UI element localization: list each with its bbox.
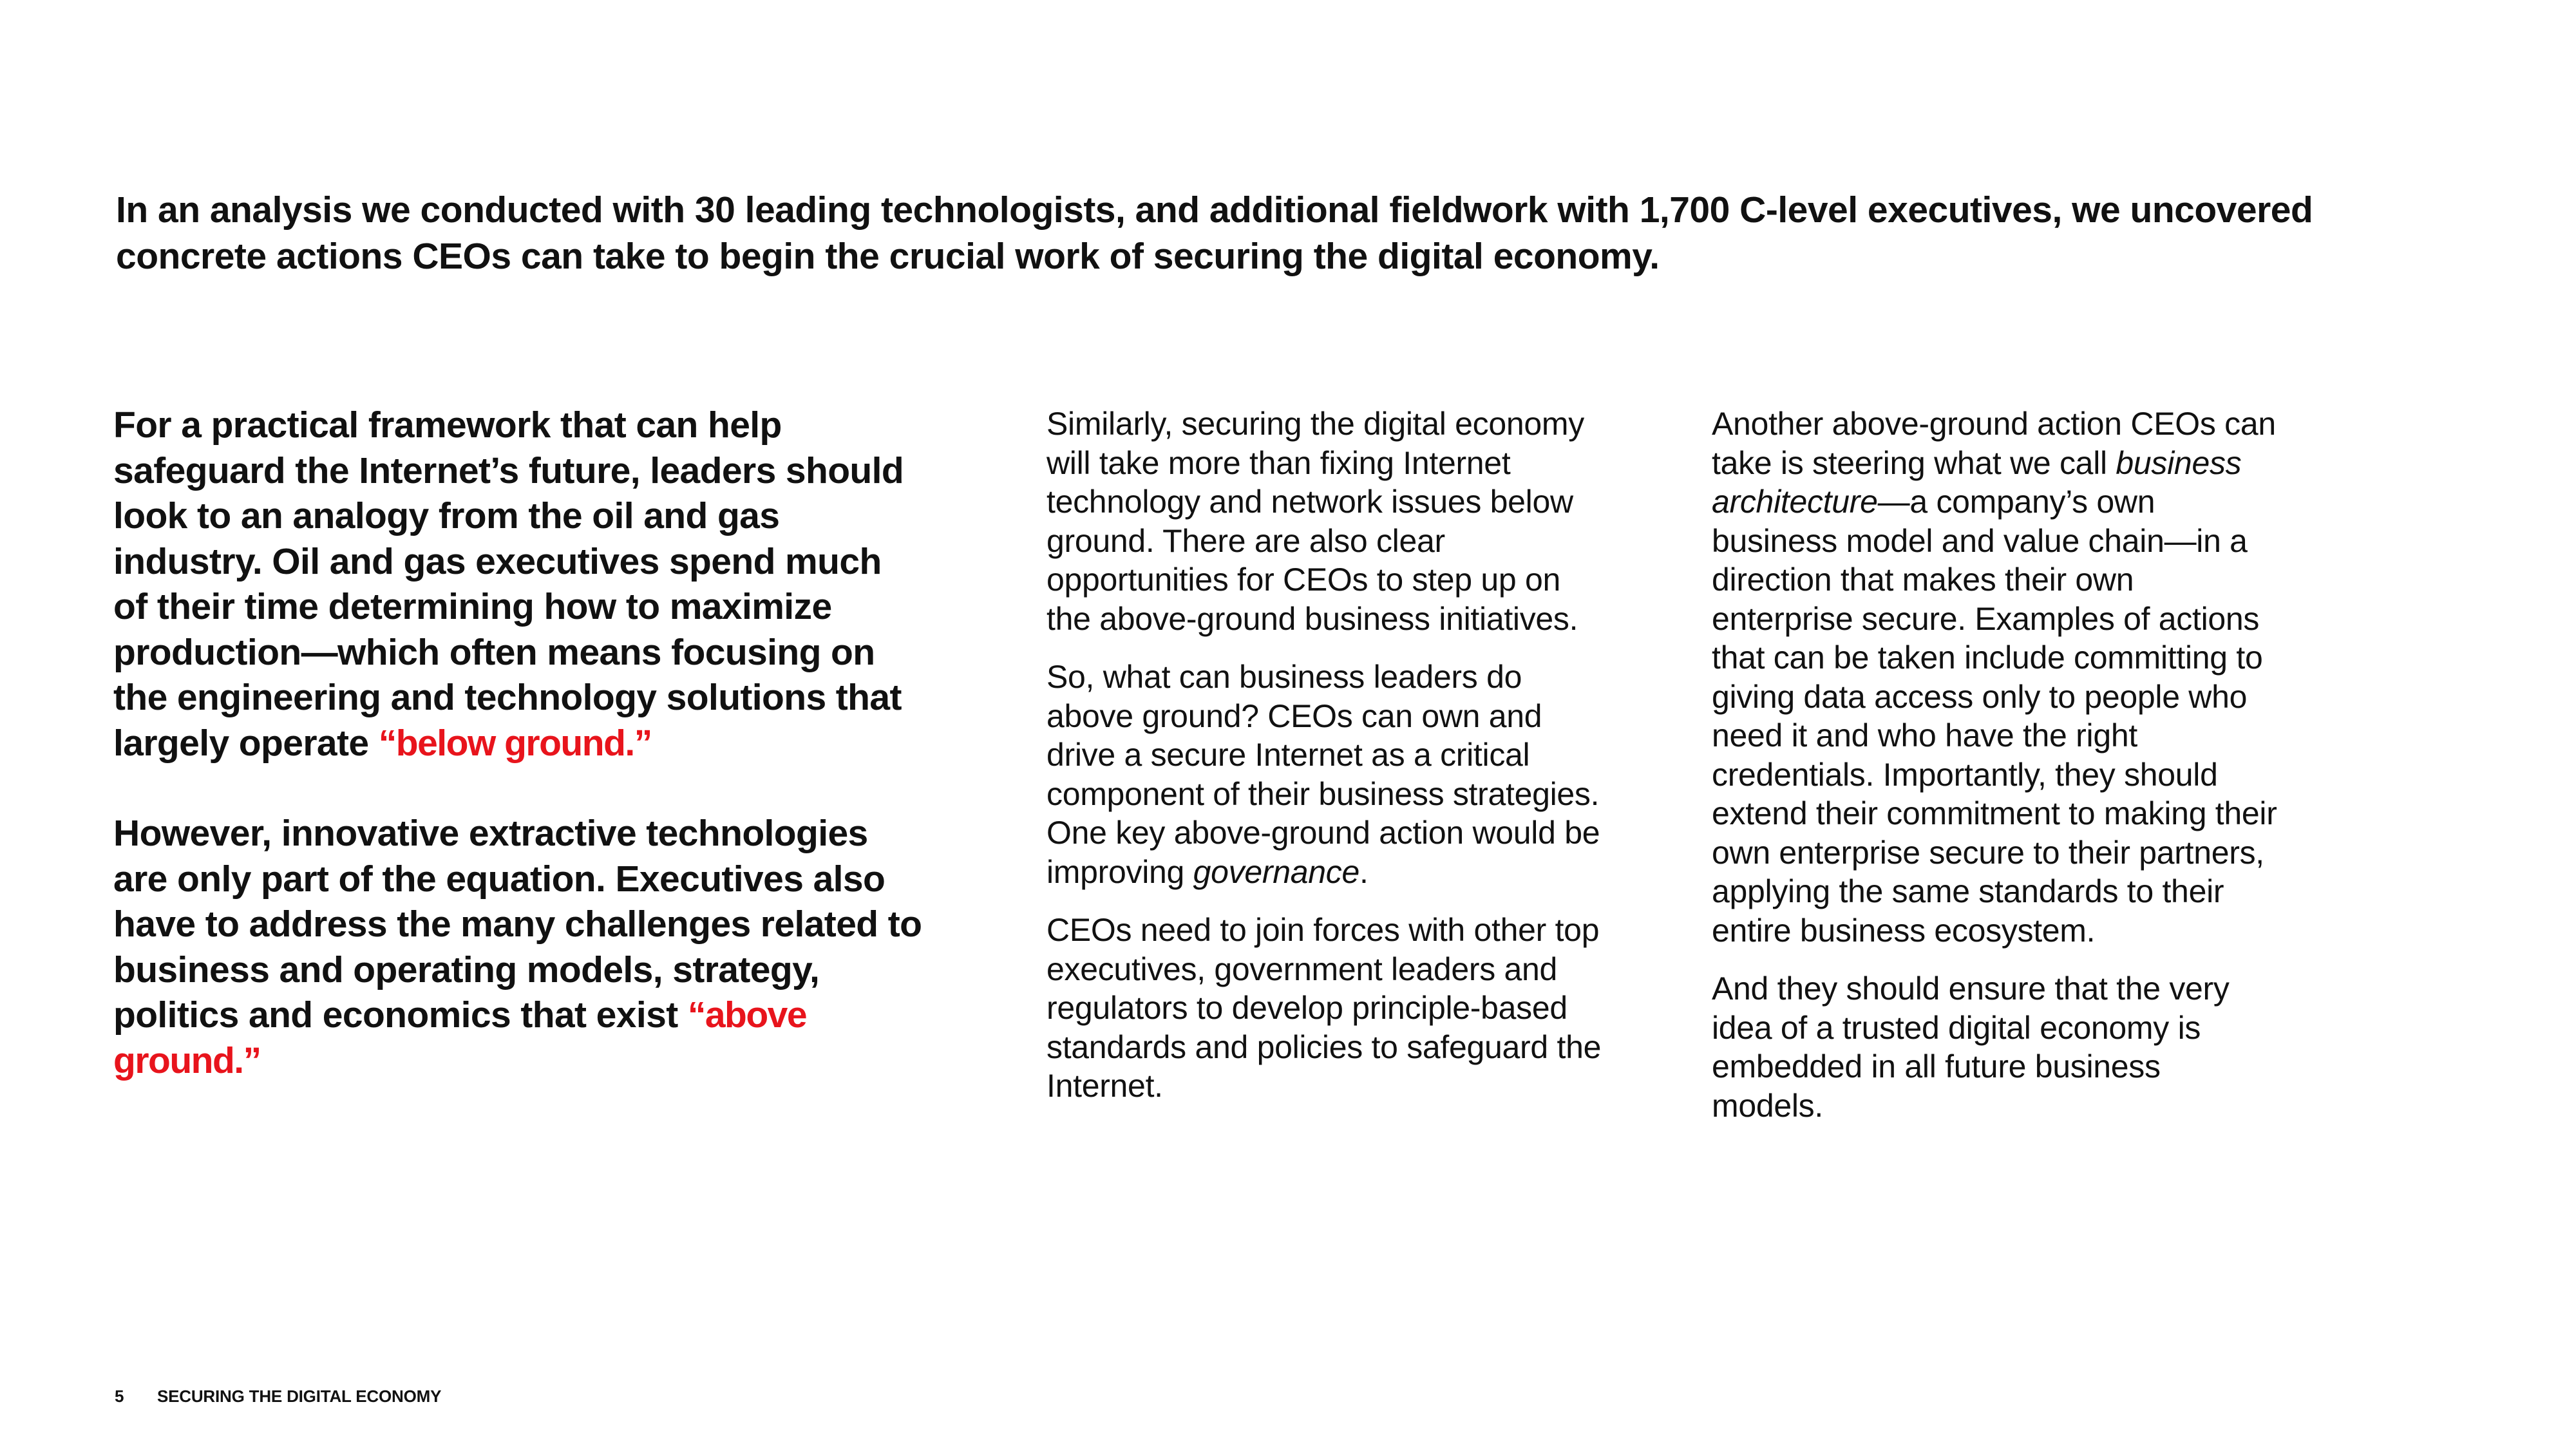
middle-paragraph-3: CEOs need to join forces with other top executives, government leaders and regulators to develop principle-based standards and policies to safeguard the Internet. [1046, 912, 1602, 1104]
page-footer [115, 1387, 441, 1406]
left-column [113, 402, 925, 1128]
right-paragraph-1-start: Another above-ground action CEOs can take is steering what we call [1712, 406, 2276, 481]
document-title: SECURING THE DIGITAL ECONOMY [157, 1387, 442, 1406]
middle-paragraph-2-end: . [1359, 853, 1368, 890]
middle-paragraph-2-text: So, what can business leaders do above ground? CEOs can own and drive a secure Internet as a critical component of their business strategies. One key above-ground action would be improving [1046, 659, 1600, 890]
right-paragraph-1 [1712, 404, 2278, 950]
above-ground-highlight: “above ground.” [113, 994, 807, 1081]
right-column [1712, 404, 2278, 1144]
left-paragraph-1 [113, 402, 925, 766]
left-paragraph-2-text: However, innovative extractive technologies are only part of the equation. Executives also have to address the many challenges related to business and operating models, strategy, politics and economics that exist [113, 813, 922, 1036]
middle-paragraph-2 [1046, 658, 1613, 891]
middle-column [1046, 404, 1613, 1125]
right-paragraph-1-end: —a company’s own business model and value chain—in a direction that makes their own enterprise secure. Examples of actions that can be taken include committing to giving data access only to people who need it and who have the right credentials. Importantly, they should extend their commitment to making their own enterprise secure to their partners, applying the same standards to their entire business ecosystem. [1712, 484, 2277, 949]
right-paragraph-2: And they should ensure that the very idea of a trusted digital economy is embedded in all future business models. [1712, 971, 2230, 1124]
page-number: 5 [115, 1387, 124, 1406]
below-ground-highlight: “below ground.” [378, 722, 652, 764]
governance-emphasis: governance [1193, 853, 1359, 890]
middle-paragraph-1: Similarly, securing the digital economy will take more than fixing Internet technology and network issues below ground. There are also clear opportunities for CEOs to step up on the above-ground business initiatives. [1046, 406, 1584, 637]
business-architecture-emphasis: business architecture [1712, 444, 2242, 520]
intro-statement: In an analysis we conducted with 30 leading technologists, and additional fieldwork with 1,700 C-level executives, we uncovered concrete actions CEOs can take to begin the crucial work of securing the digital economy. [116, 189, 2313, 277]
left-paragraph-2 [113, 811, 925, 1083]
left-paragraph-1-text: For a practical framework that can help safeguard the Internet’s future, leaders should look to an analogy from the oil and gas industry. Oil and gas executives spend much of their time determining how to maximize production—which often means focusing on the engineering and technology solutions that largely operate [113, 404, 904, 764]
